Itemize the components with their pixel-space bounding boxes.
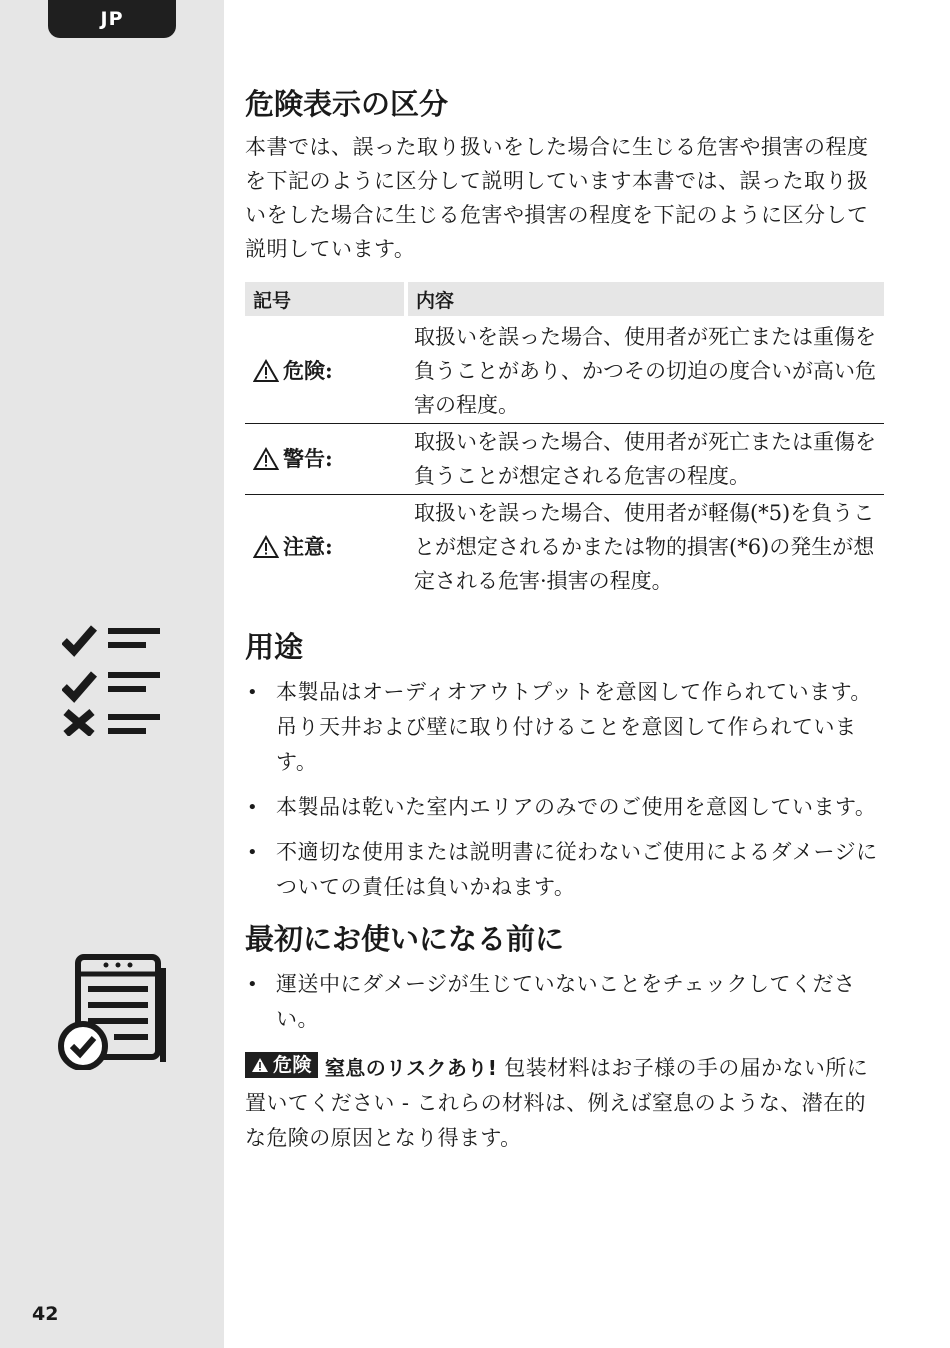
list-item: • 不適切な使用または説明書に従わないご使用によるダメージについての責任は負いかねます。 [247,840,878,899]
row-content: 取扱いを誤った場合、使用者が死亡または重傷を負うことが想定される危害の程度。 [406,424,884,495]
hazard-row-danger [245,318,884,424]
danger-warning [245,1051,885,1156]
row-content: 取扱いを誤った場合、使用者が軽傷(*5)を負うことが想定されるかまたは物的損害(*6)の発生が想定される危害·損害の程度。 [414,501,875,593]
before-use-section-title: 最初にお使いになる前に [245,922,565,956]
symbol-label: 警告: [283,446,333,471]
hazard-row-caution [245,495,884,600]
symbol-label: 危険: [283,358,333,383]
hazard-section [245,82,885,599]
use-list [245,675,885,905]
warning-triangle-icon [253,447,279,471]
header-symbol: 記号 [245,282,406,318]
use-section-title: 用途 [245,630,304,664]
warning-triangle-icon [253,359,279,383]
row-content: 取扱いを誤った場合、使用者が死亡または重傷を負うことがあり、かつその切迫の度合いが高い危害の程度。 [406,318,884,424]
left-sidebar [0,0,224,1348]
page-number: 42 [32,1303,59,1325]
warning-triangle-icon [253,535,279,559]
language-tab: JP [48,0,176,38]
hazard-table-header [245,282,884,318]
warning-triangle-icon [251,1057,269,1073]
before-use-section [245,917,885,1156]
risk-title: 窒息のリスクあり! [324,1056,498,1080]
main-content [245,82,885,1156]
header-content: 内容 [406,282,884,318]
before-use-list [245,967,885,1037]
warning-text: 包装材料はお子様の手の届かない所に置いてください - これらの材料は、例えば窒息のような、潜在的な危険の原因となり得ます。 [245,1056,869,1150]
list-item: • 本製品はオーディオアウトプットを意図して作られています。吊り天井および壁に取り付けることを意図して作られています。 [247,680,872,774]
document-check-icon [56,954,170,1070]
checklist-icon [62,624,164,736]
hazard-intro: 本書では、誤った取り扱いをした場合に生じる危害や損害の程度を下記のように区分して説明しています本書では、誤った取り扱いをした場合に生じる危害や損害の程度を下記のように区分して説明しています。 [245,135,869,261]
list-item: • 本製品は乾いた室内エリアのみでのご使用を意図しています。 [247,795,877,819]
hazard-table [245,282,884,599]
hazard-section-title: 危険表示の区分 [245,87,449,121]
danger-badge: 危険 [245,1052,318,1078]
hazard-row-warning [245,424,884,495]
use-section [245,625,885,905]
symbol-label: 注意: [283,534,333,559]
list-item: • 運送中にダメージが生じていないことをチェックしてください。 [247,972,856,1031]
